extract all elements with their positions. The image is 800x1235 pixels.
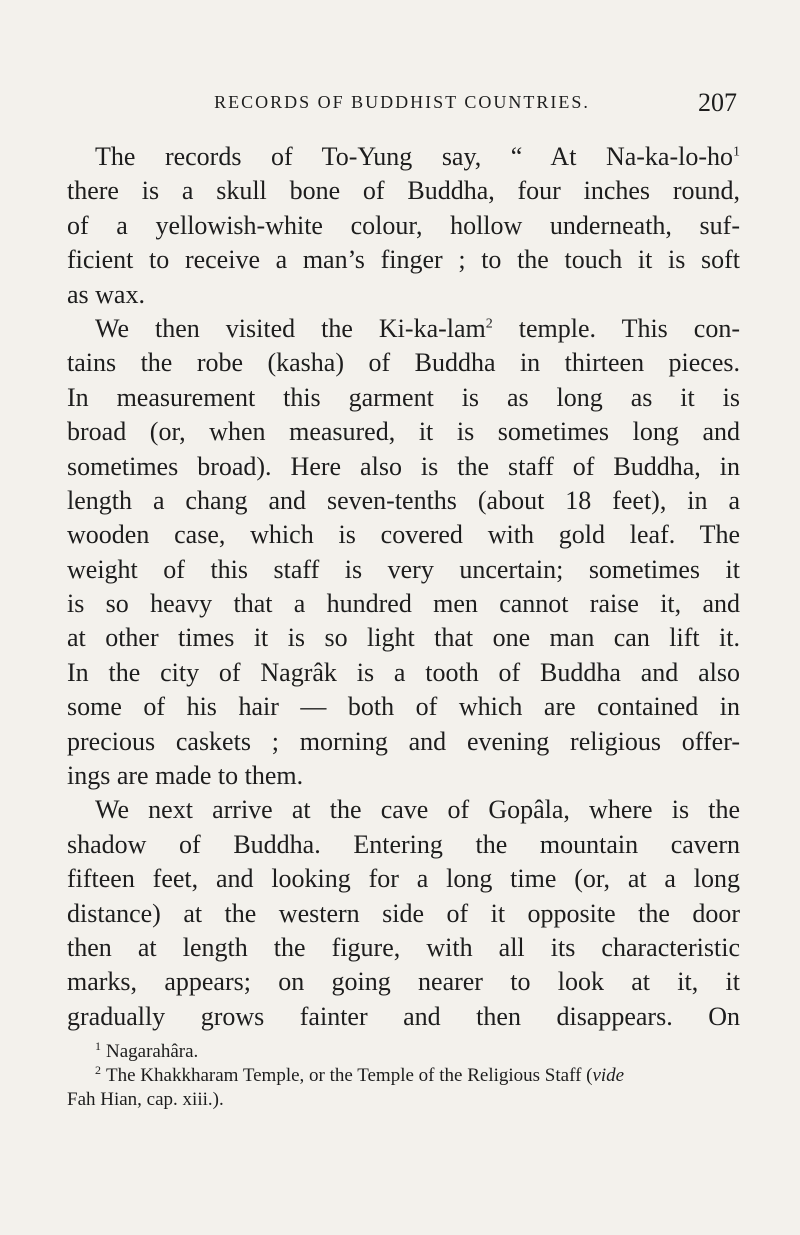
text-line: distance) at the western side of it opposite the door [67, 898, 740, 928]
text-line: some of his hair — both of which are contained in [67, 692, 740, 722]
text-line: precious caskets ; morning and evening religious offer- [67, 726, 740, 756]
text-line: In measurement this garment is as long as it is [67, 382, 740, 412]
text-line: In the city of Nagrâk is a tooth of Buddha and also [67, 657, 740, 687]
footnote-ref-2: 2 [485, 316, 493, 332]
page-number: 207 [698, 88, 737, 117]
text-line: ficient to receive a man’s finger ; to the touch it is soft [67, 245, 740, 275]
text-line: broad (or, when measured, it is sometimes long and [67, 417, 740, 447]
footnotes [67, 1040, 740, 1112]
text-line: weight of this staff is very uncertain; sometimes it [67, 554, 740, 584]
body-text [67, 140, 740, 1034]
text-line: then at length the figure, with all its characteristic [67, 932, 740, 962]
text-line: The records of To-Yung say, “ At Na-ka-lo-ho$^1$ [95, 142, 740, 171]
footnote-2-continued: Fah Hian, cap. xiii.). [67, 1089, 224, 1110]
text-line: tains the robe (kasha) of Buddha in thirteen pieces. [67, 348, 740, 378]
text-line: gradually grows fainter and then disappears. On [67, 1001, 740, 1031]
text-line: wooden case, which is covered with gold leaf. The [67, 520, 740, 550]
text-line: shadow of Buddha. Entering the mountain cavern [67, 829, 740, 859]
text-line: fifteen feet, and looking for a long time (or, at a long [67, 864, 740, 894]
text-line: sometimes broad). Here also is the staff of Buddha, in [67, 451, 740, 481]
running-title: RECORDS OF BUDDHIST COUNTRIES. [214, 92, 590, 112]
footnote-vide: vide [592, 1065, 625, 1086]
text-line: of a yellowish-white colour, hollow underneath, suf- [67, 210, 740, 240]
running-head [67, 88, 737, 118]
footnote-ref-1: 1 [733, 144, 740, 160]
text-line: We then visited the Ki-ka-lam$^2$ temple. This con- [95, 313, 740, 343]
text-line: as wax. [67, 279, 145, 309]
text-line: ings are made to them. [67, 761, 304, 791]
text-line: We next arrive at the cave of Gopâla, where is the [95, 795, 740, 825]
footnote-1: $^1$ Nagarahâra. [95, 1038, 199, 1062]
text-line: length a chang and seven-tenths (about 18 feet), in a [67, 485, 740, 515]
text-line: at other times it is so light that one man can lift it. [67, 623, 740, 653]
text-line: is so heavy that a hundred men cannot raise it, and [67, 589, 740, 619]
text-line: there is a skull bone of Buddha, four inches round, [67, 176, 740, 206]
footnote-2: $^2$ The Khakkharam Temple, or the Temple of the Religious Staff (vide [95, 1062, 625, 1086]
text-line: marks, appears; on going nearer to look at it, it [67, 967, 740, 997]
